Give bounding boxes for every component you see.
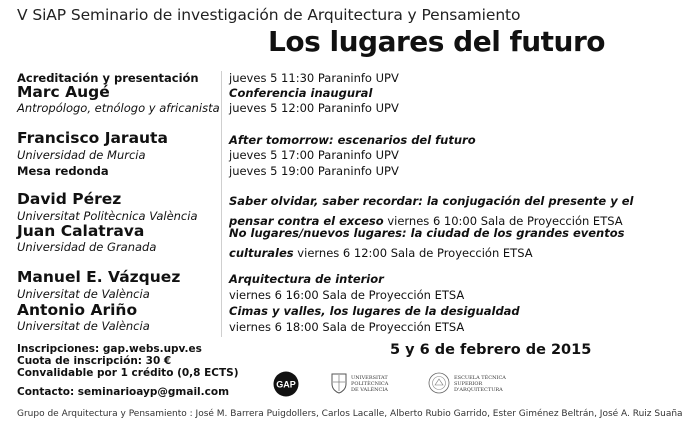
speaker-affiliation-auge: Antropólogo, etnólogo y africanista — [17, 101, 220, 115]
round-table-label: Mesa redonda — [17, 164, 109, 178]
etsa-text-3: D'ARQUITECTURA — [454, 387, 503, 393]
session-time-perez: viernes 6 10:00 Sala de Proyección ETSA — [383, 214, 623, 228]
page-title: Los lugares del futuro — [268, 25, 606, 58]
registration-fee: Cuota de inscripción: 30 € — [17, 355, 172, 367]
upv-text-2: POLITÈCNICA — [351, 381, 389, 387]
speaker-affiliation-jarauta: Universidad de Murcia — [17, 148, 146, 162]
etsa-seal-icon — [428, 372, 450, 394]
speaker-name-arino: Antonio Ariño — [17, 301, 138, 319]
contact-email: Contacto: seminarioayp@gmail.com — [17, 386, 230, 398]
speaker-affiliation-perez: Universitat Politècnica València — [17, 209, 198, 223]
credit-validation: Convalidable por 1 crédito (0,8 ECTS) — [17, 367, 239, 379]
session-title-arino: Cimas y valles, los lugares de la desigualdad — [229, 304, 520, 318]
upv-logo-text — [351, 375, 388, 393]
registration-info: Inscripciones: gap.webs.upv.es — [17, 343, 202, 355]
session-time-accreditation: jueves 5 11:30 Paraninfo UPV — [229, 71, 399, 85]
accreditation-label: Acreditación y presentación — [17, 71, 199, 85]
upv-text-3: DE VALÈNCIA — [351, 387, 388, 393]
session-time-calatrava: viernes 6 12:00 Sala de Proyección ETSA — [293, 246, 533, 260]
etsa-text-2: SUPERIOR — [454, 381, 483, 387]
speaker-name-perez: David Pérez — [17, 190, 122, 208]
upv-crest-icon — [330, 372, 348, 394]
session-title-calatrava-line1: No lugares/nuevos lugares: la ciudad de los grandes eventos — [229, 226, 625, 240]
session-title-perez-line1: Saber olvidar, saber recordar: la conjugación del presente y el — [229, 194, 634, 208]
gap-logo-text: GAP — [276, 379, 296, 390]
session-title-jarauta: After tomorrow: escenarios del futuro — [229, 133, 476, 147]
column-divider — [221, 71, 222, 337]
session-title-calatrava-line2: culturales — [229, 246, 294, 260]
speaker-affiliation-arino: Universitat de València — [17, 319, 150, 333]
etsa-text-1: ESCUELA TÉCNICA — [454, 375, 506, 381]
session-time-auge: jueves 5 12:00 Paraninfo UPV — [229, 101, 399, 115]
session-title-inaugural: Conferencia inaugural — [229, 86, 373, 100]
session-title-vazquez: Arquitectura de interior — [229, 272, 384, 286]
speaker-name-calatrava: Juan Calatrava — [17, 222, 145, 240]
event-dates: 5 y 6 de febrero de 2015 — [390, 342, 592, 358]
gap-logo-icon — [273, 371, 299, 397]
session-title-perez-line2: pensar contra el exceso — [229, 214, 384, 228]
etsa-logo-text — [454, 375, 506, 393]
speaker-name-jarauta: Francisco Jarauta — [17, 129, 168, 147]
speaker-name-auge: Marc Augé — [17, 83, 110, 101]
session-time-vazquez: viernes 6 16:00 Sala de Proyección ETSA — [229, 288, 465, 302]
session-time-arino: viernes 6 18:00 Sala de Proyección ETSA — [229, 320, 465, 334]
speaker-name-vazquez: Manuel E. Vázquez — [17, 268, 181, 286]
session-time-round-table: jueves 5 19:00 Paraninfo UPV — [229, 164, 399, 178]
speaker-affiliation-vazquez: Universitat de València — [17, 287, 150, 301]
series-header: V SiAP Seminario de investigación de Arquitectura y Pensamiento — [17, 6, 521, 24]
upv-text-1: UNIVERSITAT — [351, 375, 388, 381]
session-time-jarauta: jueves 5 17:00 Paraninfo UPV — [229, 148, 399, 162]
group-credits: Grupo de Arquitectura y Pensamiento : José M. Barrera Puigdollers, Carlos Lacalle, Alberto Rubio Garrido, Ester Giménez Beltrán, José A. Ruiz Suaña — [17, 409, 683, 419]
speaker-affiliation-calatrava: Universidad de Granada — [17, 240, 157, 254]
session-line-calatrava — [229, 242, 533, 261]
gap-logo — [273, 371, 299, 397]
